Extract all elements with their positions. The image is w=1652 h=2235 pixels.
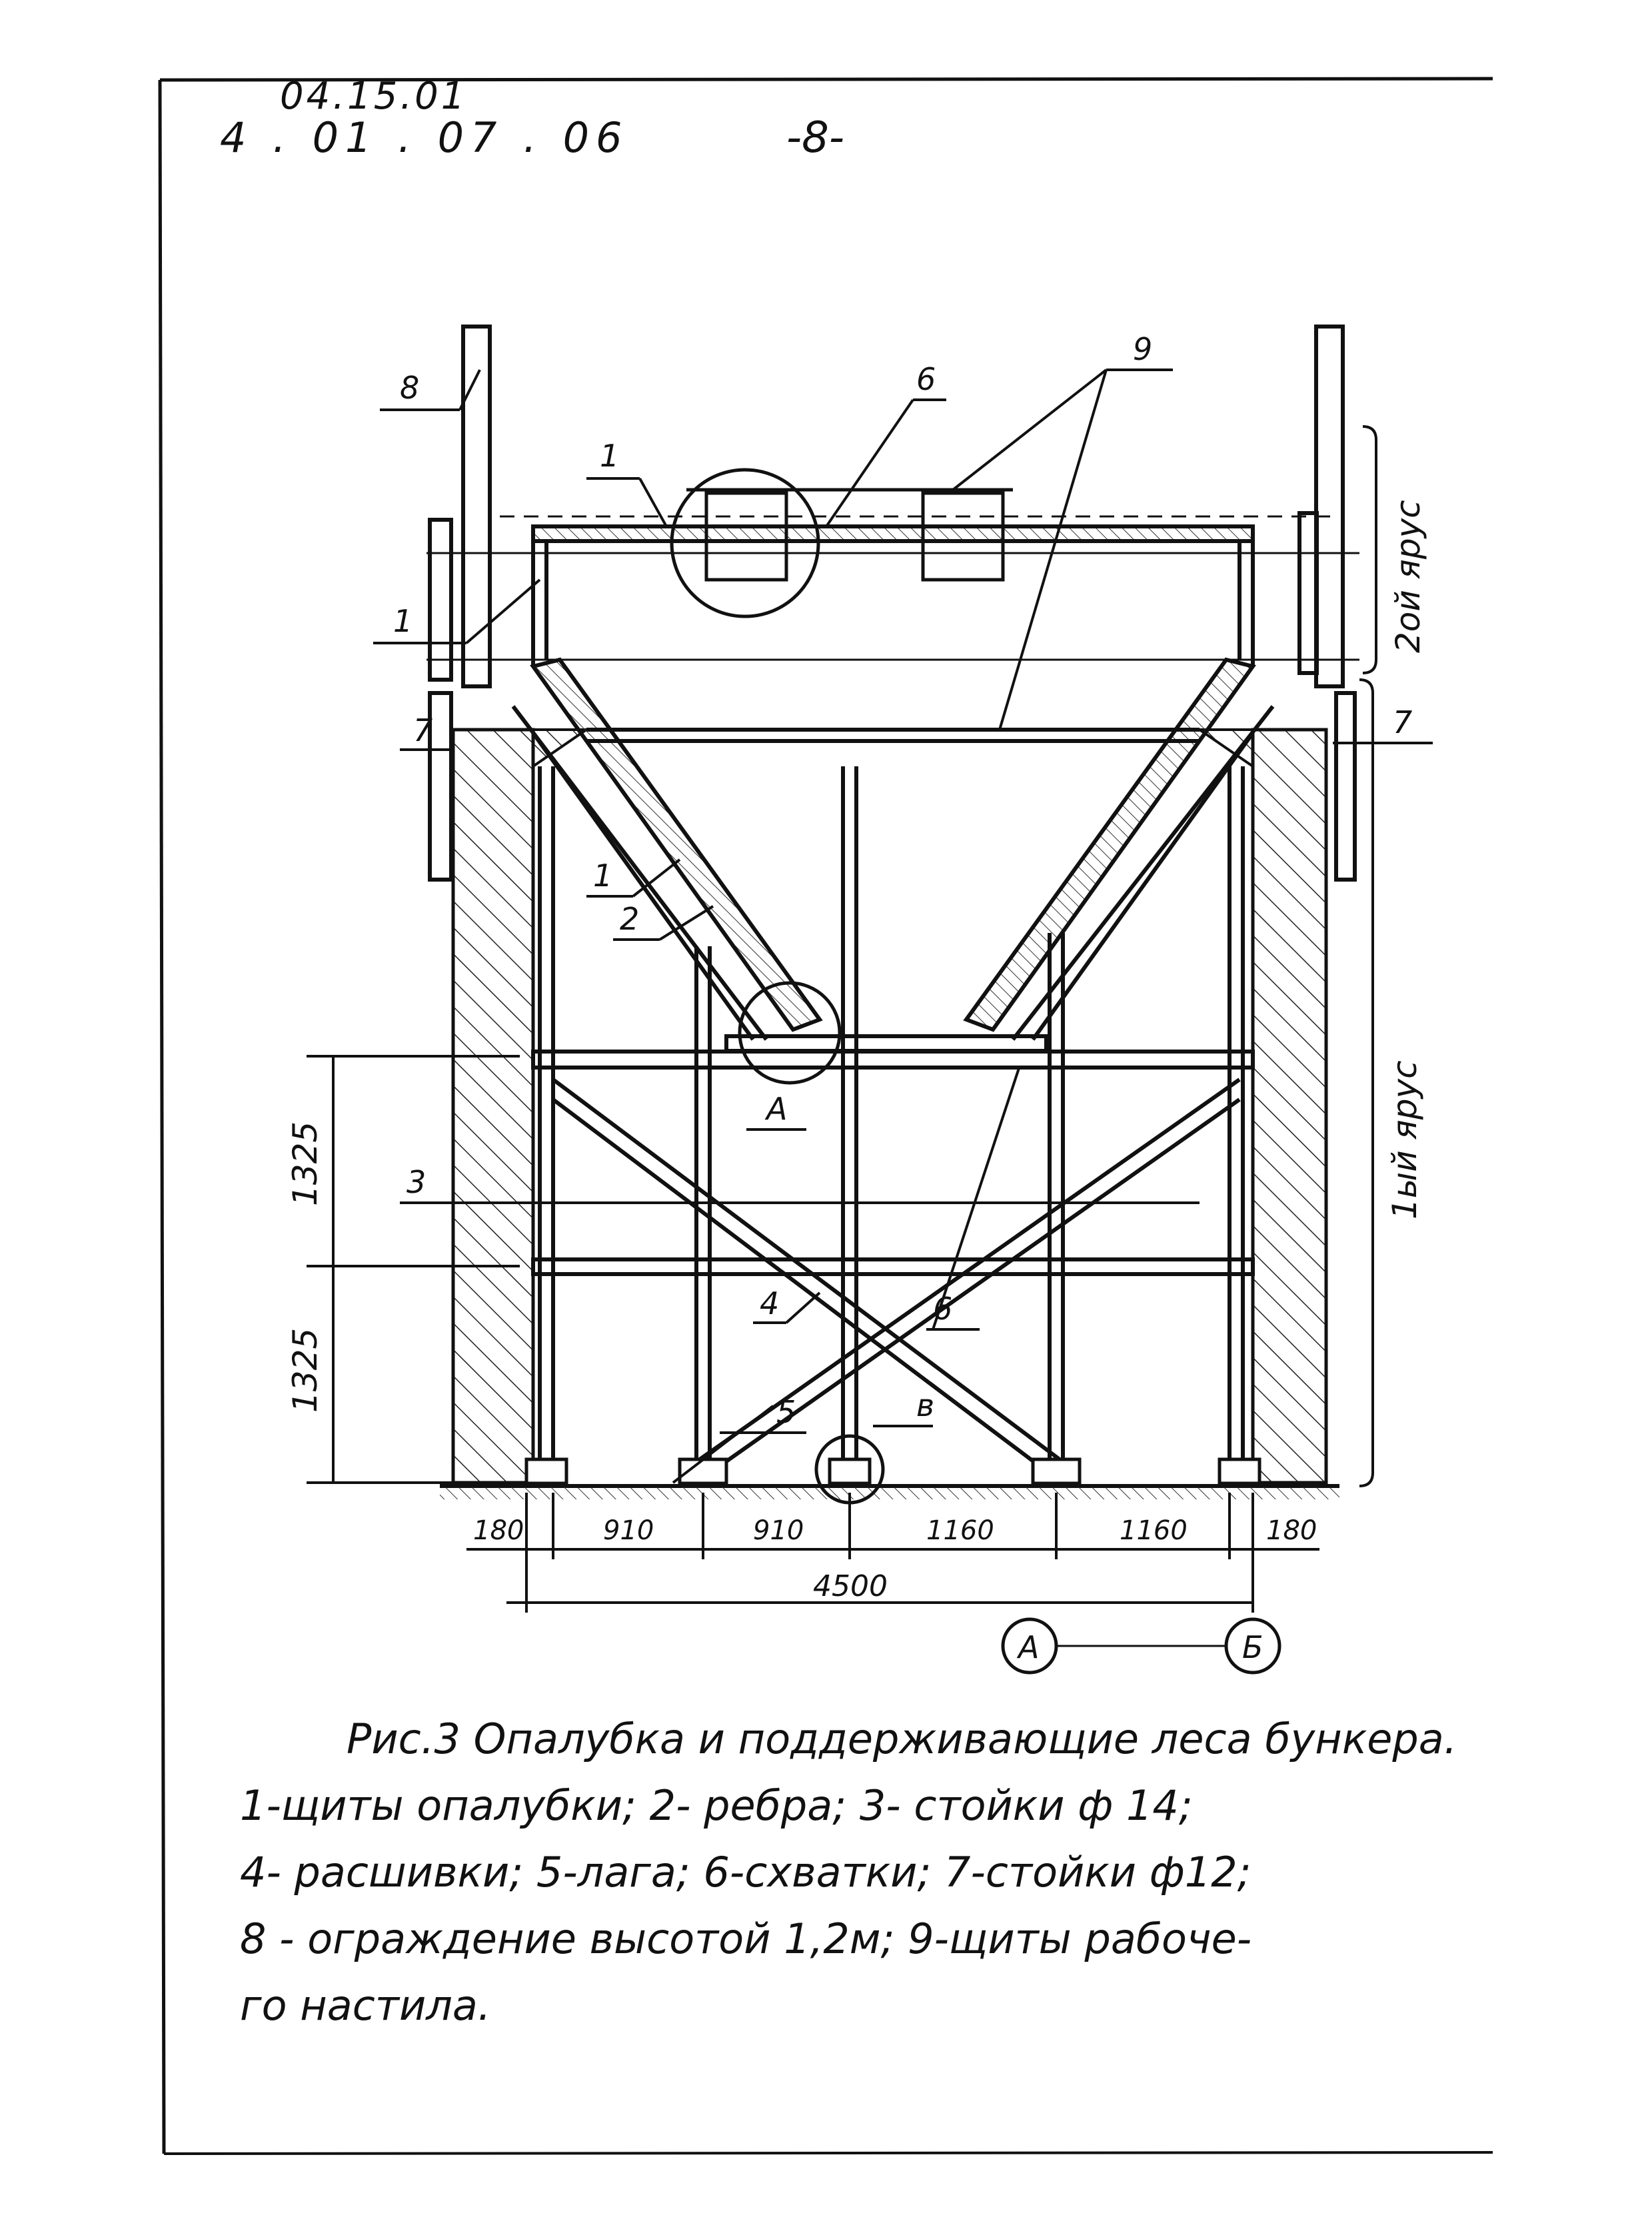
- dimension-vertical-lower: 1325: [286, 1327, 325, 1413]
- tier-2-label: 2ой ярус: [1389, 500, 1427, 653]
- callout-9: 9: [1133, 331, 1153, 367]
- callout-7-right: 7: [1393, 704, 1413, 740]
- legend-line-3: 8 - ограждение высотой 1,2м; 9-щиты рабоче-: [240, 1914, 1252, 1963]
- dimension-1160-a: 1160: [926, 1515, 994, 1546]
- horizontal-beams: [533, 1036, 1253, 1274]
- callout-6-mid: 6: [933, 1291, 953, 1327]
- dimension-910-b: 910: [753, 1515, 804, 1546]
- callout-1-left: 1: [393, 603, 413, 639]
- hopper-right-slope: [966, 660, 1273, 1040]
- callout-7-left: 7: [413, 712, 433, 748]
- upper-formwork-box: [426, 516, 1359, 666]
- tier-brackets: [1359, 426, 1376, 1486]
- dimension-total: 4500: [813, 1569, 888, 1603]
- legend-line-1: 1-щиты опалубки; 2- ребра; 3- стойки ф 14;: [240, 1781, 1193, 1830]
- callout-b: в: [916, 1387, 935, 1423]
- callout-3: 3: [407, 1164, 426, 1200]
- legend-line-2: 4- расшивки; 5-лага; 6-схватки; 7-стойки ф12;: [240, 1848, 1251, 1896]
- ground-line: [440, 1486, 1339, 1499]
- page-number: -8-: [786, 113, 844, 163]
- figure-caption-title: Рис.3 Опалубка и поддерживающие леса бункера.: [347, 1715, 1457, 1763]
- dimension-180-right: 180: [1266, 1515, 1317, 1546]
- dimension-1160-b: 1160: [1120, 1515, 1188, 1546]
- dimension-180-left: 180: [473, 1515, 524, 1546]
- callout-1-mid: 1: [593, 858, 613, 894]
- vertical-posts: [540, 766, 1243, 1466]
- tier-1-label: 1ый ярус: [1385, 1060, 1424, 1219]
- callout-5: 5: [776, 1394, 796, 1430]
- left-concrete-wall: [453, 730, 586, 1483]
- document-code-line-1: 04.15.01: [280, 75, 468, 118]
- horizontal-dimensions: [466, 1493, 1319, 1613]
- axis-markers: [1003, 1619, 1279, 1673]
- document-code-line-2: 4 . 01 . 07 . 06: [220, 113, 629, 162]
- callout-1-top: 1: [600, 438, 620, 474]
- working-deck: [586, 730, 1200, 741]
- legend-line-4: го настила.: [240, 1981, 491, 2030]
- right-concrete-wall: [1200, 730, 1326, 1483]
- callout-2: 2: [620, 901, 640, 937]
- callout-6-top: 6: [916, 361, 936, 397]
- axis-label-a: А: [1018, 1629, 1040, 1665]
- callout-8: 8: [400, 370, 420, 406]
- hopper-left-slope: [513, 660, 820, 1040]
- callout-a: А: [766, 1091, 788, 1127]
- dimension-910-a: 910: [603, 1515, 654, 1546]
- dimension-vertical-upper: 1325: [286, 1121, 325, 1206]
- callout-4: 4: [760, 1285, 780, 1321]
- axis-label-b: Б: [1242, 1629, 1263, 1665]
